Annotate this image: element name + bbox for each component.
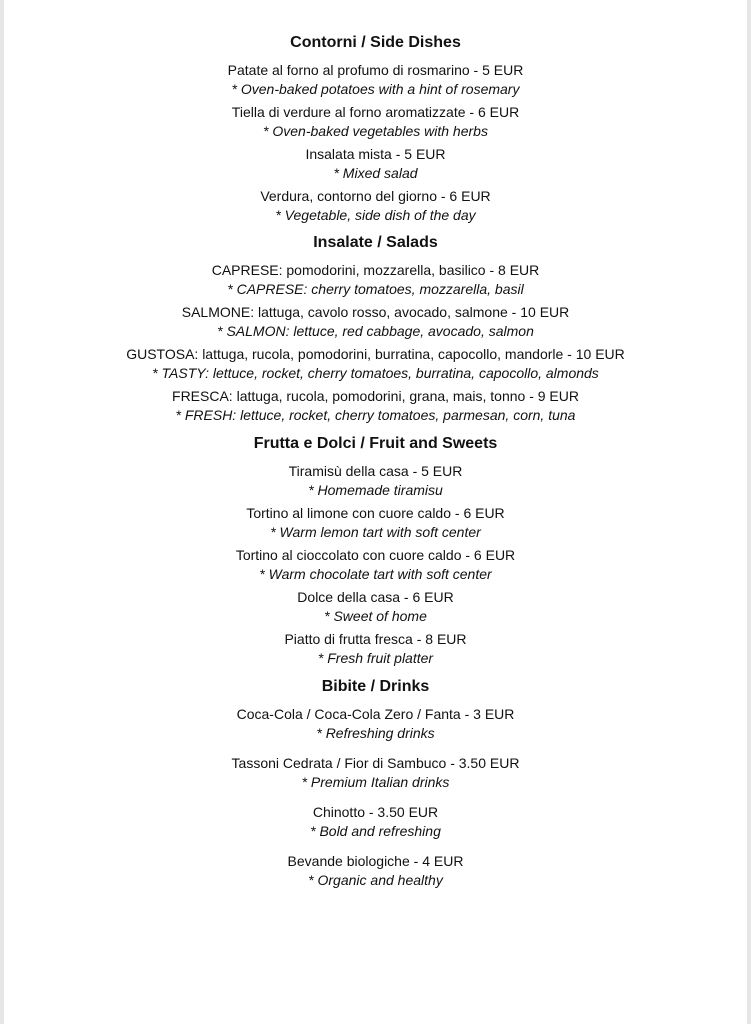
menu-item-name: Bevande biologiche - 4 EUR xyxy=(287,853,464,869)
menu-item xyxy=(0,630,751,668)
section-heading: Bibite / Drinks xyxy=(321,678,430,695)
menu-item-description: * Organic and healthy xyxy=(308,872,443,888)
menu-item-description: * Warm lemon tart with soft center xyxy=(270,524,481,540)
menu-item-name: SALMONE: lattuga, cavolo rosso, avocado, salmone - 10 EUR xyxy=(181,304,570,320)
menu-items xyxy=(0,462,751,668)
menu-item xyxy=(0,705,751,743)
menu-item xyxy=(0,303,751,341)
menu-item-description: * Homemade tiramisu xyxy=(308,482,443,498)
section-heading: Frutta e Dolci / Fruit and Sweets xyxy=(253,435,498,452)
menu-item xyxy=(0,261,751,299)
menu-item-name: Verdura, contorno del giorno - 6 EUR xyxy=(260,188,491,204)
menu-item-name: Patate al forno al profumo di rosmarino - 5 EUR xyxy=(227,62,524,78)
menu-item xyxy=(0,387,751,425)
menu-item xyxy=(0,546,751,584)
menu-item-name: Tiramisù della casa - 5 EUR xyxy=(288,463,463,479)
menu-item-name: Coca-Cola / Coca-Cola Zero / Fanta - 3 EUR xyxy=(236,706,515,722)
section-heading: Contorni / Side Dishes xyxy=(290,34,461,51)
menu-item-description: * Oven-baked vegetables with herbs xyxy=(263,123,488,139)
menu-item-description: * Premium Italian drinks xyxy=(301,774,450,790)
menu-items xyxy=(0,705,751,890)
section-heading: Insalate / Salads xyxy=(313,234,438,251)
menu-item-description: * Refreshing drinks xyxy=(316,725,435,741)
section-drinks xyxy=(0,677,751,890)
menu-item-description: * FRESH: lettuce, rocket, cherry tomatoes, parmesan, corn, tuna xyxy=(175,407,576,423)
menu-item-name: Tortino al cioccolato con cuore caldo - 6 EUR xyxy=(235,547,516,563)
menu-item-name: Tassoni Cedrata / Fior di Sambuco - 3.50 EUR xyxy=(231,755,520,771)
menu-item-description: * TASTY: lettuce, rocket, cherry tomatoes, burratina, capocollo, almonds xyxy=(152,365,599,381)
menu-item-description: * Oven-baked potatoes with a hint of rosemary xyxy=(231,81,520,97)
menu-item-name: Insalata mista - 5 EUR xyxy=(305,146,446,162)
menu-item-description: * Vegetable, side dish of the day xyxy=(275,207,476,223)
menu-item-name: Dolce della casa - 6 EUR xyxy=(297,589,454,605)
menu-item xyxy=(0,852,751,890)
menu-items xyxy=(0,61,751,225)
menu-item-description: * Warm chocolate tart with soft center xyxy=(259,566,492,582)
menu-item xyxy=(0,803,751,841)
menu-items xyxy=(0,261,751,425)
menu-item-name: Tortino al limone con cuore caldo - 6 EUR xyxy=(246,505,505,521)
menu-item xyxy=(0,103,751,141)
section-salads xyxy=(0,233,751,425)
menu-item-name: GUSTOSA: lattuga, rucola, pomodorini, burratina, capocollo, mandorle - 10 EUR xyxy=(126,346,625,362)
menu-item-description: * CAPRESE: cherry tomatoes, mozzarella, basil xyxy=(227,281,524,297)
menu-item xyxy=(0,61,751,99)
menu-item-name: FRESCA: lattuga, rucola, pomodorini, grana, mais, tonno - 9 EUR xyxy=(172,388,579,404)
menu-item-name: CAPRESE: pomodorini, mozzarella, basilico - 8 EUR xyxy=(211,262,540,278)
menu-item-name: Piatto di frutta fresca - 8 EUR xyxy=(284,631,467,647)
menu-item xyxy=(0,588,751,626)
menu-item-description: * Bold and refreshing xyxy=(310,823,441,839)
menu-item-name: Tiella di verdure al forno aromatizzate - 6 EUR xyxy=(231,104,520,120)
menu-item-description: * Sweet of home xyxy=(324,608,427,624)
menu-item-description: * Fresh fruit platter xyxy=(317,650,434,666)
menu-item xyxy=(0,145,751,183)
menu-item-name: Chinotto - 3.50 EUR xyxy=(312,804,439,820)
menu-item xyxy=(0,345,751,383)
menu-item xyxy=(0,462,751,500)
menu-item xyxy=(0,187,751,225)
menu-item xyxy=(0,504,751,542)
menu-item-description: * Mixed salad xyxy=(333,165,418,181)
menu-item-description: * SALMON: lettuce, red cabbage, avocado, salmon xyxy=(217,323,534,339)
section-side-dishes xyxy=(0,33,751,225)
menu-item xyxy=(0,754,751,792)
section-fruit-sweets xyxy=(0,434,751,668)
